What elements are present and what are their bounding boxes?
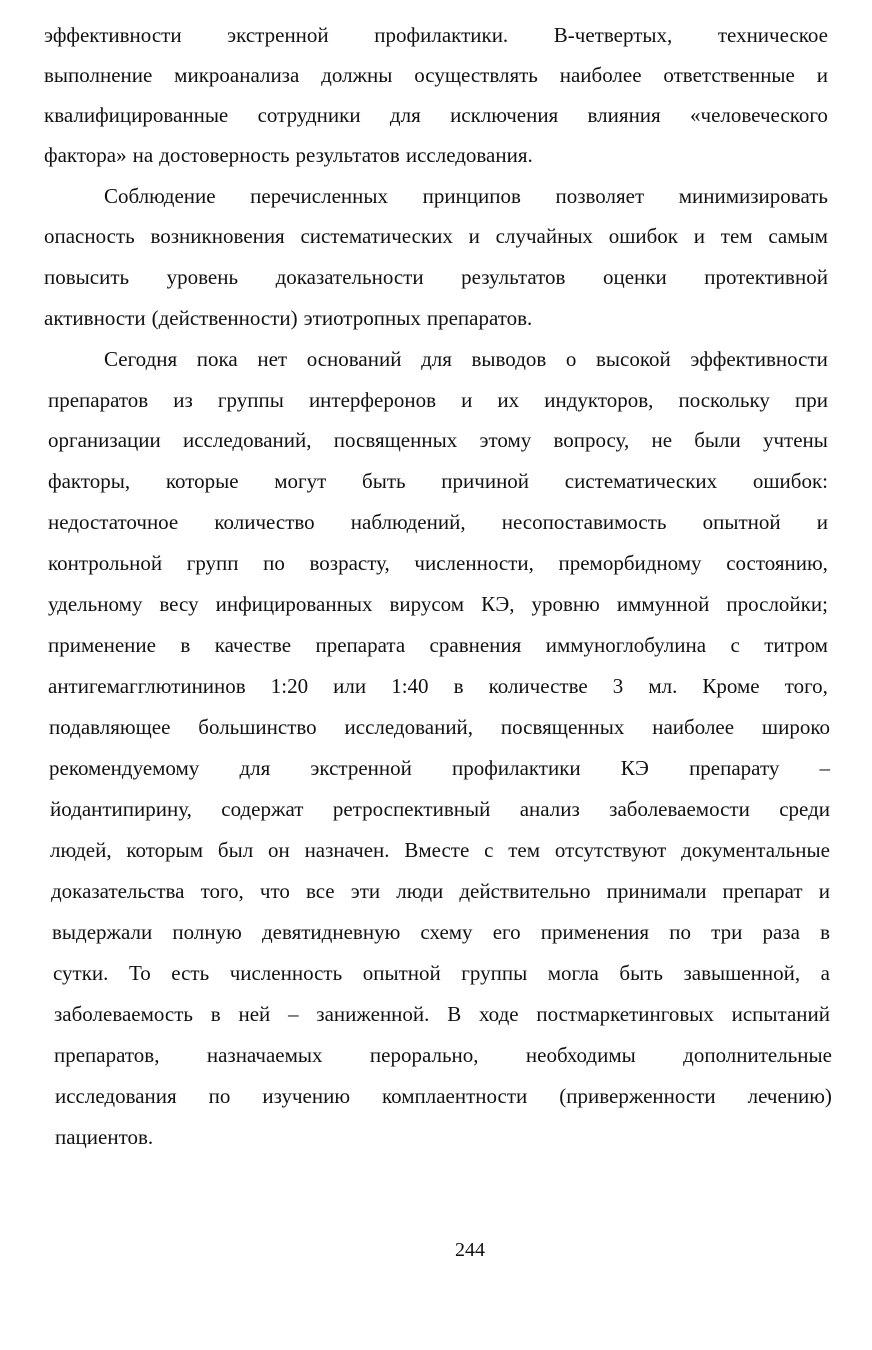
word: для [389, 103, 421, 127]
text-line [44, 102, 828, 128]
page-number: 244 [455, 1239, 485, 1261]
word: в [180, 633, 191, 657]
word: в [820, 920, 830, 944]
word: профилактики [452, 756, 581, 780]
word: нет [257, 347, 288, 371]
text-line [55, 1124, 158, 1150]
word: численность [229, 961, 343, 985]
word: прослойки; [726, 592, 828, 616]
word: для [239, 756, 271, 780]
word: доказательности [275, 265, 424, 289]
text-line [48, 591, 828, 617]
word: результатов [461, 265, 566, 289]
word: квалифицированные [44, 103, 229, 127]
word: профилактики. [374, 23, 509, 47]
word: тем [508, 838, 541, 862]
text-line [48, 468, 828, 494]
word: широко [761, 715, 830, 739]
text-line [44, 305, 590, 331]
word: с [484, 838, 494, 862]
word: высокой [596, 347, 671, 371]
word: люди [396, 879, 444, 903]
word: перорально, [369, 1043, 479, 1067]
word: тем [720, 224, 753, 248]
word: недостаточное [48, 510, 179, 534]
word: весу [159, 592, 199, 616]
word: вирусом [389, 592, 465, 616]
word: быть [619, 961, 663, 985]
text-line [52, 919, 830, 945]
word: 1:20 [270, 674, 309, 698]
text-line [44, 264, 828, 290]
word: в [210, 1002, 221, 1026]
word: несопоставимость [501, 510, 667, 534]
word: ошибок: [752, 469, 828, 493]
word: препарат [722, 879, 803, 903]
word: количестве [488, 674, 588, 698]
word: а [820, 961, 830, 985]
word: опытной [362, 961, 441, 985]
word: по [208, 1084, 231, 1108]
word: могут [274, 469, 327, 493]
word: препаратов, [54, 1043, 160, 1067]
word: оценки [602, 265, 667, 289]
word: посвященных [333, 428, 458, 452]
word: эффективности [690, 347, 828, 371]
word: микроанализа [174, 63, 300, 87]
text-line [44, 223, 828, 249]
word: 3 [612, 674, 624, 698]
text-line [44, 142, 592, 168]
word: количество [214, 510, 315, 534]
word: систематических [300, 224, 453, 248]
word: результатов [295, 143, 400, 167]
word: Кроме [702, 674, 760, 698]
word: все [305, 879, 335, 903]
word: индукторов, [544, 388, 654, 412]
word: заболеваемость [54, 1002, 193, 1026]
word: препаратов [48, 388, 149, 412]
word: опасность [44, 224, 135, 248]
word: необходимы [525, 1043, 636, 1067]
word: того, [200, 879, 244, 903]
word: или [333, 674, 367, 698]
word: и [468, 224, 480, 248]
word: выдержали [52, 920, 153, 944]
word: возникновения [150, 224, 285, 248]
text-line [48, 673, 828, 699]
word: и [816, 510, 828, 534]
text-line [54, 1042, 832, 1068]
word: наиболее [559, 63, 642, 87]
text-line [48, 509, 828, 535]
word: мл. [648, 674, 678, 698]
text-line [49, 755, 830, 781]
word: он [268, 838, 290, 862]
text-line [54, 1001, 830, 1027]
word: могла [547, 961, 599, 985]
word: были [694, 428, 741, 452]
word: иммуноглобулина [545, 633, 707, 657]
word: что [259, 879, 290, 903]
word: доказательства [51, 879, 185, 903]
word: и [816, 63, 828, 87]
word: ходе [478, 1002, 519, 1026]
word: принципов [422, 184, 521, 208]
word: назначен. [304, 838, 390, 862]
word: исследований, [182, 428, 312, 452]
word: и [461, 388, 473, 412]
text-line [104, 183, 828, 209]
word: препарата [315, 633, 406, 657]
word: «человеческого [690, 103, 828, 127]
word: и [818, 879, 830, 903]
word: для [421, 347, 452, 371]
word: исключения [450, 103, 559, 127]
word: – [819, 756, 830, 780]
word: фактора» [44, 143, 127, 167]
word: их [497, 388, 520, 412]
word: В-четвертых, [553, 23, 673, 47]
word: минимизировать [678, 184, 828, 208]
word: случайных [495, 224, 593, 248]
word: возрасту, [309, 551, 390, 575]
word: на [132, 143, 154, 167]
word: в [453, 674, 464, 698]
word: оснований [306, 347, 402, 371]
word: качестве [214, 633, 292, 657]
text-line [48, 632, 828, 658]
word: по [669, 920, 691, 944]
text-line [48, 387, 828, 413]
word: заболеваемости [609, 797, 750, 821]
word: иммунной [616, 592, 710, 616]
word: 1:40 [391, 674, 429, 698]
word: не [651, 428, 673, 452]
text-line [51, 878, 830, 904]
word: которым [126, 838, 204, 862]
word: этому [479, 428, 532, 452]
word: влияния [587, 103, 661, 127]
text-line [50, 796, 830, 822]
word: среди [779, 797, 830, 821]
word: комплаентности [381, 1084, 528, 1108]
word: экстренной [227, 23, 329, 47]
word: три [711, 920, 743, 944]
word: систематических [564, 469, 718, 493]
word: учтены [763, 428, 828, 452]
word: его [492, 920, 521, 944]
word: есть [171, 961, 210, 985]
word: раза [762, 920, 800, 944]
word: ошибок [608, 224, 678, 248]
word: исследования [55, 1084, 177, 1108]
word: Соблюдение [104, 184, 216, 208]
word: причиной [441, 469, 530, 493]
word: В [447, 1002, 462, 1026]
word: быть [362, 469, 406, 493]
word: эти [350, 879, 381, 903]
word: достоверность [159, 143, 290, 167]
word: – [288, 1002, 299, 1026]
word: наблюдений, [350, 510, 466, 534]
word: анализ [519, 797, 580, 821]
word: девятидневную [261, 920, 401, 944]
word: и [693, 224, 706, 248]
word: людей, [50, 838, 112, 862]
word: (действенности) [151, 306, 298, 330]
text-line [53, 960, 830, 986]
word: схему [420, 920, 473, 944]
text-line [55, 1083, 832, 1109]
word: преморбидному [558, 551, 702, 575]
text-line [44, 62, 828, 88]
word: исследования. [405, 143, 533, 167]
word: организации [48, 428, 161, 452]
text-line [44, 22, 828, 48]
word: группы [217, 388, 284, 412]
word: сотрудники [257, 103, 361, 127]
word: был [217, 838, 254, 862]
text-line [48, 550, 828, 576]
word: о [565, 347, 577, 371]
word: КЭ, [481, 592, 515, 616]
word: (приверженности [559, 1084, 716, 1108]
word: завышенной, [683, 961, 801, 985]
word: должны [321, 63, 393, 87]
word: ретроспективный [332, 797, 491, 821]
word: йодантипирину, [50, 797, 192, 821]
word: сравнения [429, 633, 522, 657]
word: этиотропных [303, 306, 421, 330]
word: препарату [689, 756, 780, 780]
word: активности [44, 306, 146, 330]
word: полную [172, 920, 242, 944]
word: по [263, 551, 285, 575]
word: с [730, 633, 740, 657]
word: действительно [459, 879, 591, 903]
word: постмаркетинговых [536, 1002, 714, 1026]
word: титром [764, 633, 828, 657]
word: пациентов. [55, 1125, 154, 1149]
text-line [104, 346, 828, 372]
word: изучению [262, 1084, 351, 1108]
word: пока [196, 347, 238, 371]
word: позволяет [555, 184, 645, 208]
word: самым [768, 224, 828, 248]
word: вопросу, [553, 428, 630, 452]
word: экстренной [310, 756, 412, 780]
word: ответственные [663, 63, 795, 87]
word: препаратов. [426, 306, 533, 330]
word: сутки. [53, 961, 109, 985]
word: выполнение [44, 63, 153, 87]
word: протективной [704, 265, 828, 289]
word: заниженной. [316, 1002, 430, 1026]
word: группы [461, 961, 528, 985]
word: Вместе [404, 838, 470, 862]
word: антигемагглютининов [48, 674, 246, 698]
word: факторы, [48, 469, 131, 493]
word: отсутствуют [554, 838, 667, 862]
word: состоянию, [726, 551, 828, 575]
word: осуществлять [414, 63, 538, 87]
word: перечисленных [250, 184, 389, 208]
word: применение [48, 633, 156, 657]
word: Сегодня [104, 347, 178, 371]
word: большинство [198, 715, 317, 739]
word: дополнительные [683, 1043, 832, 1067]
word: документальные [681, 838, 830, 862]
word: при [794, 388, 828, 412]
word: посвященных [500, 715, 625, 739]
word: содержат [221, 797, 304, 821]
word: наиболее [652, 715, 735, 739]
word: уровень [166, 265, 239, 289]
word: применения [540, 920, 650, 944]
word: интерферонов [308, 388, 436, 412]
word: То [128, 961, 151, 985]
word: выводов [471, 347, 547, 371]
word: лечению) [747, 1084, 832, 1108]
word: которые [165, 469, 239, 493]
word: подавляющее [49, 715, 171, 739]
word: опытной [702, 510, 781, 534]
word: эффективности [44, 23, 182, 47]
text-line [49, 714, 830, 740]
word: КЭ [620, 756, 649, 780]
word: назначаемых [206, 1043, 323, 1067]
text-line [50, 837, 830, 863]
word: поскольку [678, 388, 770, 412]
word: удельному [48, 592, 143, 616]
word: того, [784, 674, 828, 698]
word: из [173, 388, 193, 412]
word: численности, [414, 551, 534, 575]
word: повысить [44, 265, 130, 289]
word: принимали [606, 879, 707, 903]
word: контрольной [48, 551, 163, 575]
word: рекомендуемому [49, 756, 200, 780]
word: инфицированных [215, 592, 373, 616]
word: техническое [717, 23, 828, 47]
word: испытаний [731, 1002, 830, 1026]
word: исследований, [344, 715, 474, 739]
word: ней [238, 1002, 271, 1026]
text-line [48, 427, 828, 453]
word: групп [186, 551, 239, 575]
word: уровню [531, 592, 600, 616]
